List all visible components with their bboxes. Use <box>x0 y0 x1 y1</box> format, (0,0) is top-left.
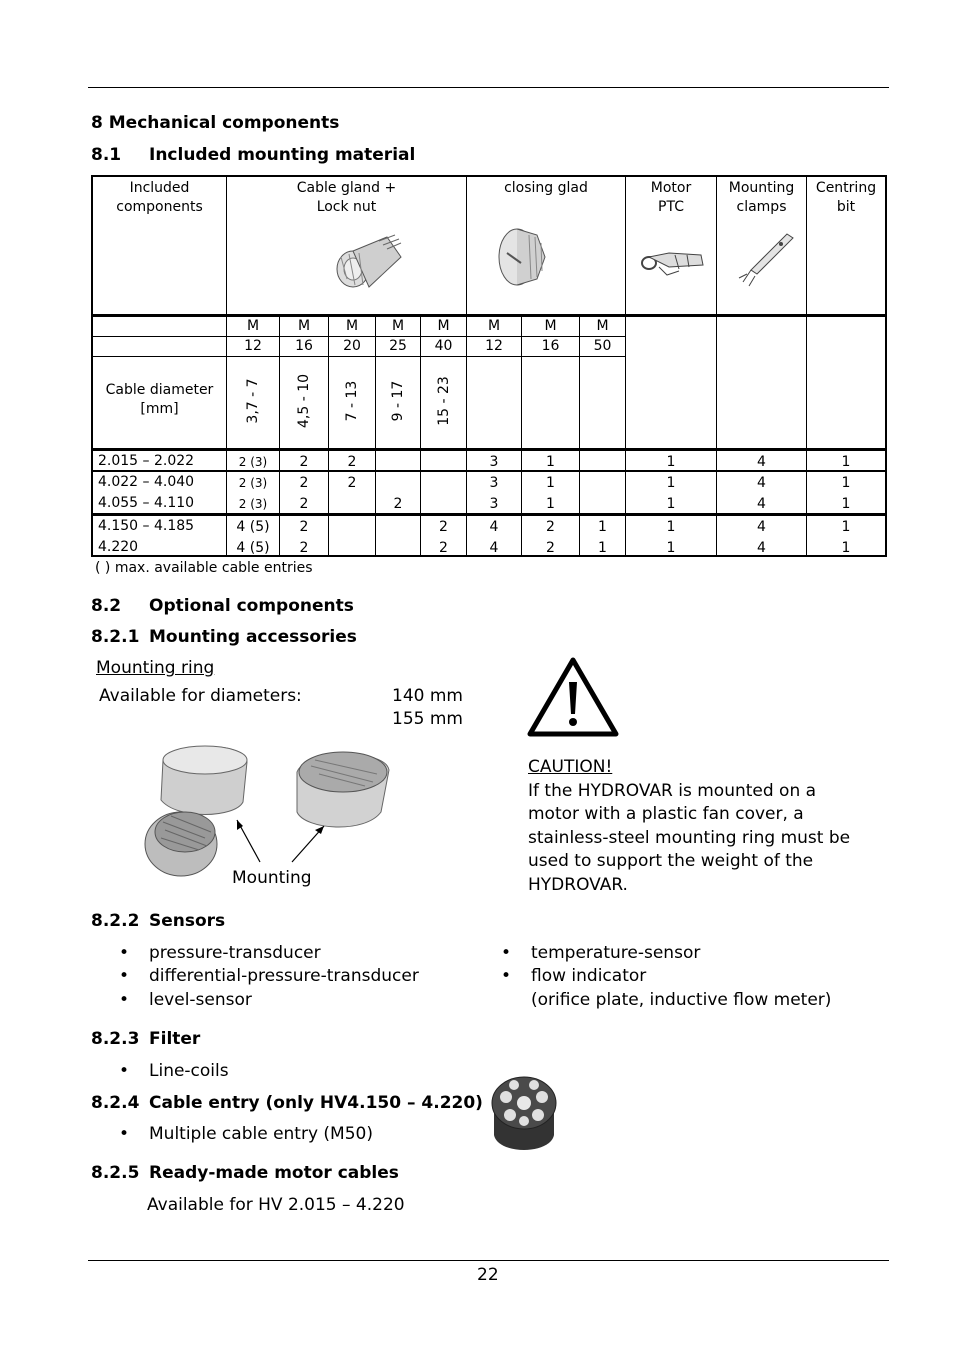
header-centring-bit: Centring bit <box>815 180 877 215</box>
thread-size: 40 <box>434 338 453 354</box>
thread-label: M <box>391 318 405 334</box>
heading-number: 8.2.4 <box>91 1093 140 1113</box>
table-cell: 4 <box>757 454 766 470</box>
table-cell: 2 <box>299 540 309 556</box>
table-cell: 4 <box>489 519 499 535</box>
thread-size: 16 <box>295 338 313 354</box>
table-row-model: 4.150 – 4.185 <box>98 518 195 534</box>
table-row-model: 4.055 – 4.110 <box>98 495 195 511</box>
heading-8-1 <box>91 145 415 165</box>
page-number: 22 <box>477 1265 499 1285</box>
table-row-model: 4.220 <box>98 539 139 555</box>
caution-text: If the HYDROVAR is mounted on a motor with a plastic fan cover, a stainless-steel mounting ring must be used to support the weight of the HYDROVAR. <box>528 781 851 895</box>
table-cell: 1 <box>841 519 851 535</box>
thread-label: M <box>487 318 501 334</box>
caution-title: CAUTION! <box>528 757 613 777</box>
flow-indicator-note: (orifice plate, inductive flow meter) <box>531 990 832 1010</box>
table-cell: 4 <box>757 540 766 556</box>
heading-8-2-3 <box>91 1029 200 1049</box>
table-cell: 1 <box>666 540 676 556</box>
thread-size: 16 <box>541 338 560 354</box>
included-components-table <box>91 175 887 557</box>
table-cell: 2 <box>299 496 309 512</box>
table-cell: 4 <box>489 540 499 556</box>
header-cable-gland: Cable gland + Lock nut <box>296 180 397 215</box>
table-cell: 2 <box>347 475 357 491</box>
thread-label: M <box>345 318 359 334</box>
table-cell: 1 <box>546 454 555 470</box>
table-cell: 1 <box>841 496 851 512</box>
closing-gland-image <box>493 223 553 291</box>
table-cell: 4 (5) <box>236 540 270 556</box>
table-cell: 1 <box>666 496 676 512</box>
heading-8-2-5 <box>91 1163 399 1183</box>
table-cell: 2 <box>299 475 309 491</box>
heading-text: Mounting accessories <box>149 627 357 647</box>
mounting-image-caption: Mounting <box>232 868 312 888</box>
table-row-model: 4.022 – 4.040 <box>98 474 195 490</box>
thread-size: 20 <box>343 338 361 354</box>
thread-size: 12 <box>485 338 503 354</box>
heading-text: Ready-made motor cables <box>149 1163 399 1183</box>
table-cell: 2 <box>299 454 309 470</box>
warning-icon <box>526 656 620 738</box>
table-cell: 1 <box>666 475 676 491</box>
table-cell: 2 <box>347 454 357 470</box>
header-included-components: Included components <box>116 180 203 215</box>
table-cell: 2 <box>393 496 403 512</box>
thread-size: 50 <box>593 338 612 354</box>
cable-gland-image <box>329 227 409 293</box>
header-mounting-clamps: Mounting clamps <box>728 180 795 215</box>
motor-cables-text: Available for HV 2.015 – 4.220 <box>147 1195 405 1215</box>
heading-number: 8.2.3 <box>91 1029 140 1049</box>
table-cell: 2 <box>546 540 555 556</box>
table-cell: 1 <box>598 540 607 556</box>
heading-number: 8.2.2 <box>91 911 140 931</box>
mounting-clamps-image <box>735 230 795 290</box>
cable-diameter-range: 9 - 17 <box>390 380 406 422</box>
thread-label: M <box>544 318 557 334</box>
table-cell: 1 <box>546 496 555 512</box>
cable-diameter-label: Cable diameter [mm] <box>105 382 214 417</box>
heading-number: 8.2.5 <box>91 1163 140 1183</box>
heading-8-2 <box>91 596 354 616</box>
table-cell: 2 <box>299 519 309 535</box>
footer-rule <box>88 1260 889 1261</box>
thread-label: M <box>246 318 260 334</box>
thread-label: M <box>437 318 450 334</box>
table-cell: 1 <box>546 475 555 491</box>
header-motor-ptc: Motor PTC <box>650 180 692 215</box>
diameter-155: 155 mm <box>392 709 463 729</box>
motor-ptc-image <box>639 241 709 281</box>
heading-text: Included mounting material <box>149 145 416 165</box>
table-cell: 1 <box>666 454 676 470</box>
heading-8-2-2 <box>91 911 225 931</box>
heading-8-2-1 <box>91 627 357 647</box>
table-row-model: 2.015 – 2.022 <box>98 453 195 469</box>
table-cell: 2 (3) <box>238 455 268 469</box>
table-cell: 2 (3) <box>238 476 268 490</box>
table-cell: 1 <box>598 519 607 535</box>
table-footnote: ( ) max. available cable entries <box>95 560 313 576</box>
diameter-140: 140 mm <box>392 686 463 706</box>
heading-number: 8.1 <box>91 145 122 165</box>
multiple-cable-entry-image <box>484 1073 564 1159</box>
table-cell: 1 <box>666 519 676 535</box>
section-title: 8 Mechanical components <box>91 113 340 133</box>
table-cell: 4 <box>757 475 766 491</box>
table-cell: 2 (3) <box>238 497 268 511</box>
heading-text: Optional components <box>149 596 354 616</box>
cable-diameter-range: 4,5 - 10 <box>296 373 312 429</box>
table-cell: 1 <box>841 540 851 556</box>
table-cell: 2 <box>546 519 555 535</box>
header-closing-gland: closing glad <box>504 180 588 196</box>
cable-diameter-range: 15 - 23 <box>435 376 452 426</box>
heading-text: Filter <box>149 1029 201 1049</box>
mounting-ring-heading: Mounting ring <box>96 658 215 678</box>
heading-number: 8.2.1 <box>91 627 140 647</box>
thread-label: M <box>596 318 609 334</box>
table-cell: 2 <box>439 540 448 556</box>
table-cell: 1 <box>841 454 851 470</box>
table-cell: 3 <box>489 496 499 512</box>
table-cell: 4 (5) <box>236 519 270 535</box>
thread-size: 25 <box>389 338 407 354</box>
header-rule <box>88 87 889 88</box>
table-cell: 4 <box>757 519 766 535</box>
available-diameters-label: Available for diameters: <box>99 686 302 706</box>
cable-diameter-range: 7 - 13 <box>344 380 360 422</box>
table-cell: 1 <box>841 475 851 491</box>
heading-8-2-4 <box>91 1093 483 1113</box>
table-cell: 3 <box>489 454 499 470</box>
cable-diameter-range: 3,7 - 7 <box>245 378 261 424</box>
table-cell: 2 <box>439 519 448 535</box>
table-cell: 4 <box>757 496 766 512</box>
heading-text: Sensors <box>149 911 226 931</box>
heading-number: 8.2 <box>91 596 122 616</box>
heading-text: Cable entry (only HV4.150 – 4.220) <box>149 1093 483 1113</box>
thread-size: 12 <box>244 338 262 354</box>
table-cell: 3 <box>489 475 499 491</box>
thread-label: M <box>297 318 311 334</box>
